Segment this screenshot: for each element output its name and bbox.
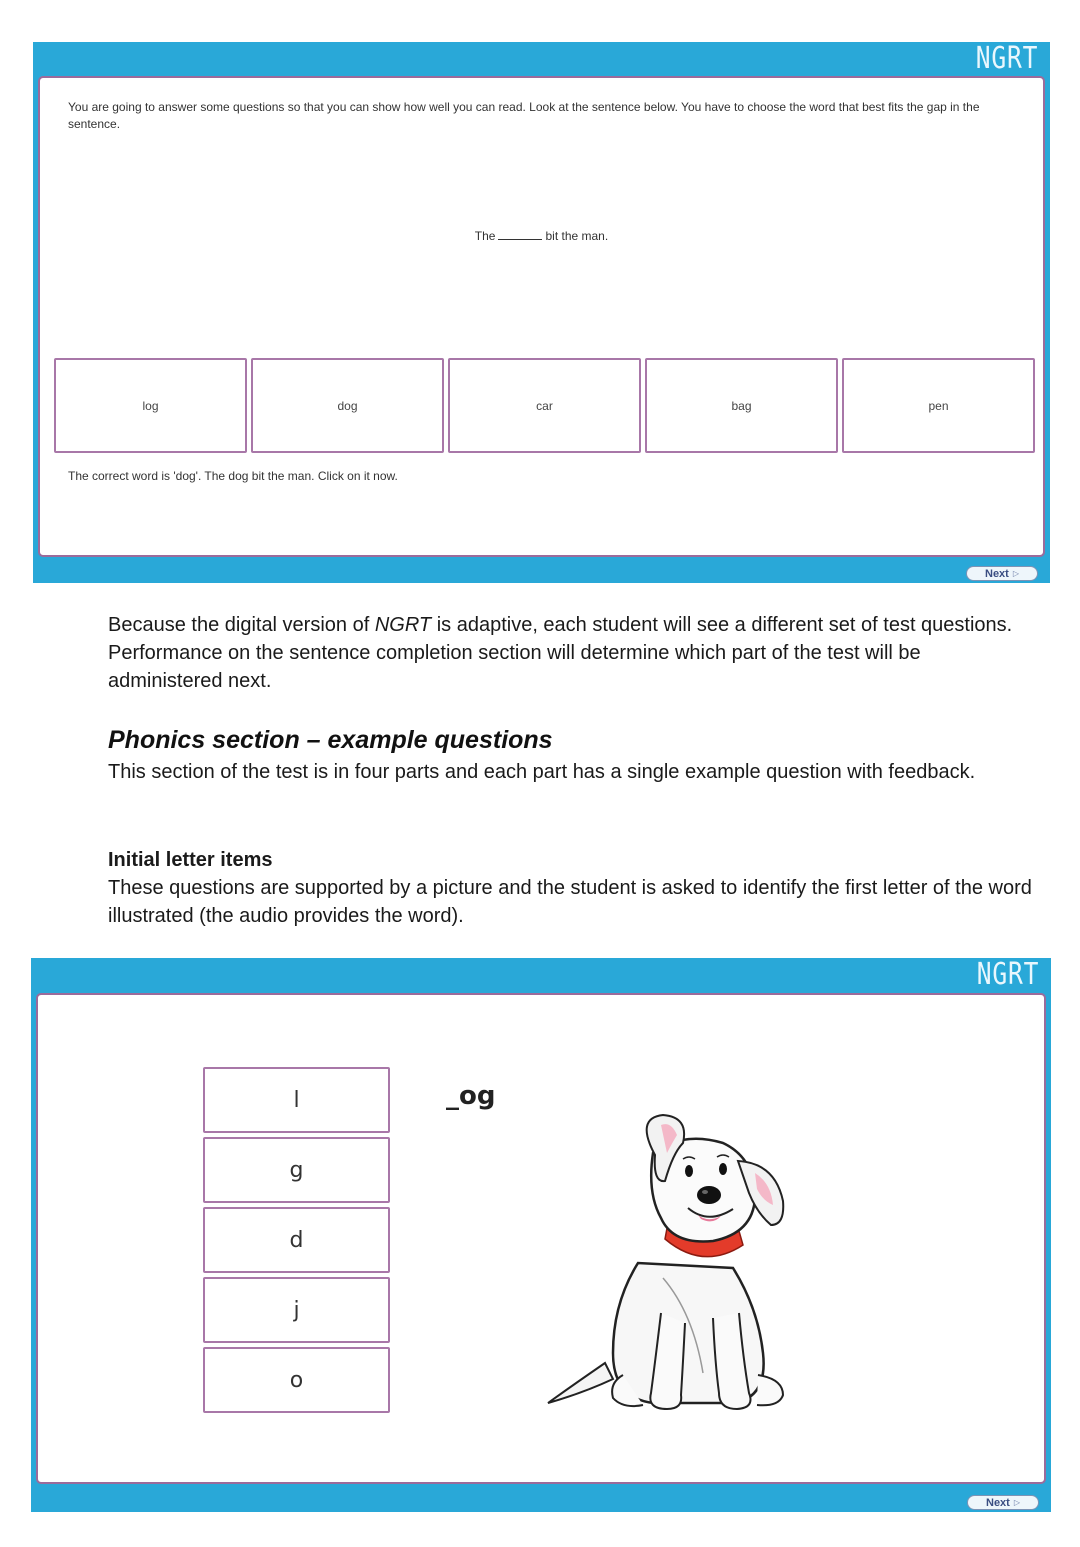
choice-log[interactable]: log [54,358,247,453]
dog-illustration [543,1113,793,1413]
letter-choices [203,1067,390,1413]
sentence-gap [498,239,542,240]
para1-end: is adaptive, each student will see a different set of test questions. Performance on the sentence completion section will determine which part of the test will be administered next. [108,614,1013,692]
ngrt-logo: NGRT [976,957,1039,992]
question-panel [38,76,1045,557]
initial-letter-paragraph: These questions are supported by a picture and the student is asked to identify the first letter of the word illustrated (the audio provides the word). [108,877,1032,927]
adaptive-paragraph [108,611,1038,695]
subheading: Initial letter items [108,849,273,871]
phonics-section [108,725,1038,786]
gap-sentence [40,229,1043,243]
choice-pen[interactable]: pen [842,358,1035,453]
question-panel [36,993,1046,1484]
choice-bag[interactable]: bag [645,358,838,453]
next-arrow-icon: ▷ [1012,569,1019,578]
answer-choices [54,358,1035,453]
next-button[interactable] [966,566,1038,581]
para1-ngrt: NGRT [374,614,432,636]
letter-choice-g[interactable]: g [203,1137,390,1203]
choice-car[interactable]: car [448,358,641,453]
section-paragraph: This section of the test is in four parts and each part has a single example question with feedback. [108,761,976,783]
sentence-start: The [474,229,496,243]
next-label: Next [985,567,1009,580]
section-heading: Phonics section – example questions [108,726,553,754]
letter-choice-d[interactable]: d [203,1207,390,1273]
next-button[interactable] [967,1495,1039,1510]
para1-start: Because the digital version of [108,614,375,636]
ngrt-logo: NGRT [975,41,1038,76]
next-arrow-icon: ▷ [1013,1498,1020,1507]
letter-choice-o[interactable]: o [203,1347,390,1413]
letter-choice-l[interactable]: l [203,1067,390,1133]
sentence-end: bit the man. [545,229,609,243]
word-stem: _og [446,1081,496,1111]
letter-choice-j[interactable]: j [203,1277,390,1343]
instruction-text: You are going to answer some questions so that you can show how well you can read. Look at the sentence below. You have to choose the word that best fits the gap in the sentence. [68,100,980,131]
feedback-text: The correct word is 'dog'. The dog bit the man. Click on it now. [68,469,398,483]
next-label: Next [986,1496,1010,1509]
initial-letter-block [108,846,1038,930]
choice-dog[interactable]: dog [251,358,444,453]
sentence-completion-screen [33,42,1050,583]
initial-letter-screen [31,958,1051,1512]
